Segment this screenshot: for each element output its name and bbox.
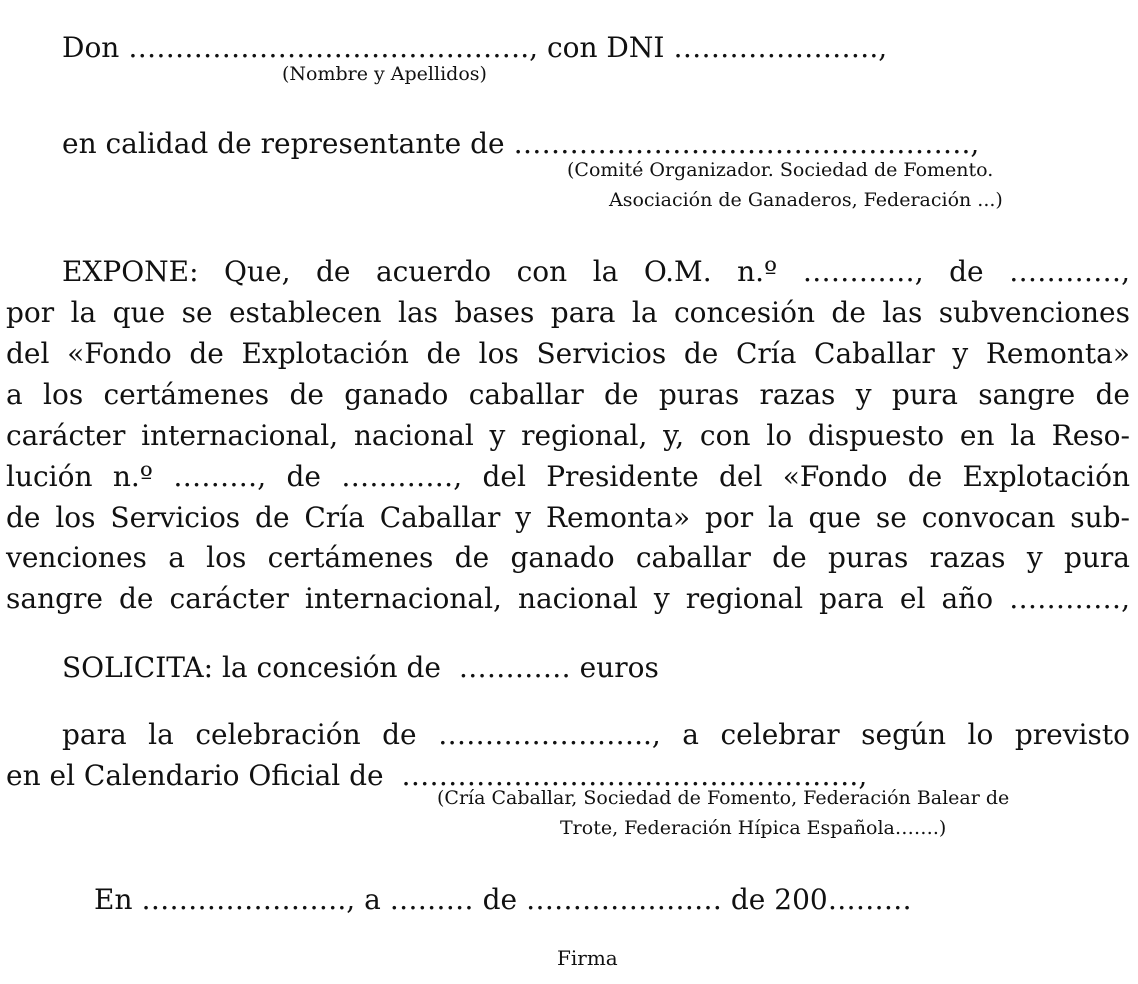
expone-line: venciones a los certámenes de ganado caballar de puras razas y pura [6,541,1130,574]
calendar-hint-line-1: (Cría Caballar, Sociedad de Fomento, Federación Balear de [437,787,1010,809]
representative-line: en calidad de representante de …………………………………………., [62,127,980,160]
expone-line: EXPONE: Que, de acuerdo con la O.M. n.º …………, de …………, [62,255,1130,288]
expone-line: carácter internacional, nacional y regional, y, con lo dispuesto en la Reso- [6,419,1130,452]
celebration-line: para la celebración de ………………….., a celebrar según lo previsto [62,718,1130,751]
expone-line: lución n.º ………, de …………, del Presidente del «Fondo de Explotación [6,460,1130,493]
calendar-hint-line-2: Trote, Federación Hípica Española…….) [560,817,947,839]
expone-line: sangre de carácter internacional, nacional y regional para el año …………, [6,582,1130,615]
expone-line: a los certámenes de ganado caballar de puras razas y pura sangre de [6,378,1130,411]
expone-line: por la que se establecen las bases para la concesión de las subvenciones [6,296,1130,329]
entity-hint-line-1: (Comité Organizador. Sociedad de Fomento. [567,159,994,181]
applicant-name-dni-line: Don ……………………………………., con DNI …………………., [62,31,888,64]
name-hint: (Nombre y Apellidos) [282,63,487,85]
entity-hint-line-2: Asociación de Ganaderos, Federación ...) [609,189,1003,211]
place-date-line: En …………………., a ……… de ………………… de 200……… [94,883,912,916]
expone-line: de los Servicios de Cría Caballar y Remonta» por la que se convocan sub- [6,501,1130,534]
calendar-line: en el Calendario Oficial de …………………………………………., [6,759,868,792]
signature-label: Firma [557,946,618,970]
expone-line: del «Fondo de Explotación de los Servicios de Cría Caballar y Remonta» [6,337,1130,370]
solicita-line: SOLICITA: la concesión de ………… euros [62,651,659,684]
